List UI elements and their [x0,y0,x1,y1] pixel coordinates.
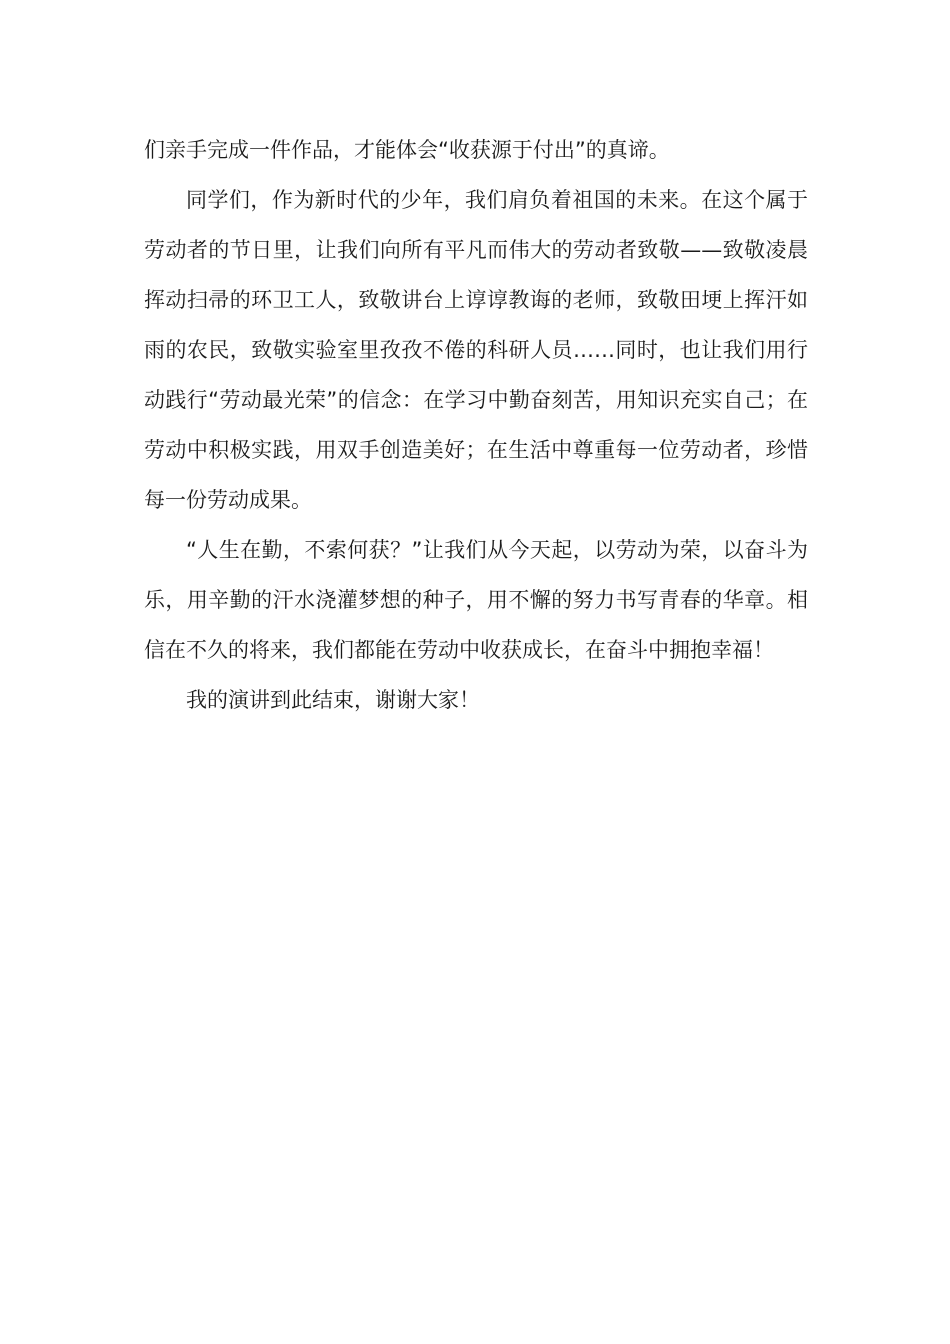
paragraph-salute-workers: 同学们，作为新时代的少年，我们肩负着祖国的未来。在这个属于劳动者的节日里，让我们向所有平凡而伟大的劳动者致敬——致敬凌晨挥动扫帚的环卫工人，致敬讲台上谆谆教诲的老师，致敬田埂上挥汗如雨的农民，致敬实验室里孜孜不倦的科研人员……同时，也让我们用行动践行“劳动最光荣”的信念：在学习中勤奋刻苦，用知识充实自己；在劳动中积极实践，用双手创造美好；在生活中尊重每一位劳动者，珍惜每一份劳动成果。 [144,188,808,512]
paragraph-closing: 我的演讲到此结束，谢谢大家！ [186,688,480,712]
paragraph-call-to-action: “人生在勤，不索何获？”让我们从今天起，以劳动为荣，以奋斗为乐，用辛勤的汗水浇灌梦想的种子，用不懈的努力书写青春的华章。相信在不久的将来，我们都能在劳动中收获成长，在奋斗中拥抱幸福！ [144,538,808,662]
paragraph-continuation: 们亲手完成一件作品，才能体会“收获源于付出”的真谛。 [144,138,670,162]
speech-body [144,125,808,725]
